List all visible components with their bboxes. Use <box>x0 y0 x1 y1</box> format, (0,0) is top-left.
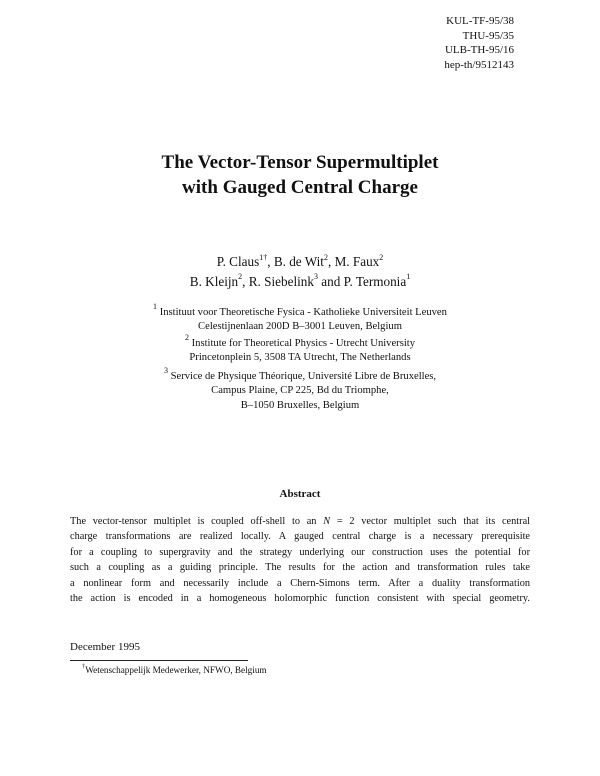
affiliation-line: Service de Physique Théorique, Université Libre de Bruxelles, <box>170 371 437 382</box>
author-name: B. Kleijn <box>189 273 239 289</box>
abstract-body <box>70 514 530 606</box>
title-line: with Gauged Central Charge <box>182 177 418 198</box>
affiliation-line: B–1050 Bruxelles, Belgium <box>240 399 360 411</box>
paper-title <box>0 150 600 200</box>
author-list <box>0 252 600 291</box>
author-name: R. Siebelink <box>248 273 314 289</box>
title-line: The Vector-Tensor Supermultiplet <box>161 152 439 173</box>
affiliation-line: Campus Plaine, CP 225, Bd du Triomphe, <box>211 385 389 397</box>
author-line <box>0 272 600 292</box>
affiliation-line: Institute for Theoretical Physics - Utrecht University <box>191 338 416 349</box>
author-name: M. Faux <box>334 254 380 269</box>
abstract-line: such a coupling as a guiding principle. The results for the action and transformation rules take <box>70 562 530 574</box>
author-mark: 1 <box>406 272 411 282</box>
author-mark: 1† <box>259 252 268 262</box>
preprint-number: KUL-TF-95/38 <box>446 15 514 27</box>
author-name: P. Claus <box>216 254 260 269</box>
author-separator: and <box>317 273 344 289</box>
author-separator: , <box>242 273 249 289</box>
publication-date: December 1995 <box>70 641 140 653</box>
author-name: B. de Wit <box>273 254 324 269</box>
footnote-mark: † <box>82 662 86 670</box>
affiliation-mark: 3 <box>163 366 168 376</box>
footnote-rule <box>70 660 248 661</box>
affiliation-1 <box>0 302 600 335</box>
author-separator: , <box>327 254 335 269</box>
affiliation-mark: 2 <box>184 333 189 343</box>
abstract-line: for a coupling to supergravity and the strategy underlying our construction uses the potential for <box>70 546 530 558</box>
affiliation-line: Celestijnenlaan 200D B–3001 Leuven, Belgium <box>198 321 402 333</box>
author-mark: 3 <box>313 272 318 282</box>
author-mark: 2 <box>238 272 243 282</box>
affiliation-line: Instituut voor Theoretische Fysica - Katholieke Universiteit Leuven <box>159 307 447 318</box>
affiliation-2 <box>0 333 600 366</box>
author-line <box>0 252 600 272</box>
preprint-number: hep-th/9512143 <box>444 58 514 71</box>
preprint-number: THU-95/35 <box>462 29 514 42</box>
affiliation-line: Princetonplein 5, 3508 TA Utrecht, The Netherlands <box>189 352 411 364</box>
affiliation-3 <box>0 366 600 413</box>
abstract-line: a nonlinear form and necessarily include a Chern-Simons term. After a duality transformation <box>70 577 530 589</box>
footnote <box>82 662 267 675</box>
abstract-line: the action is encoded in a homogeneous holomorphic function consistent with special geometry. <box>70 593 530 605</box>
author-name: P. Termonia <box>343 273 407 289</box>
abstract-line: charge transformations are realized locally. A gauged central charge is a necessary prerequisite <box>70 531 530 543</box>
author-mark: 2 <box>379 252 384 262</box>
author-separator: , <box>267 254 274 269</box>
author-mark: 2 <box>323 252 328 262</box>
abstract-heading: Abstract <box>279 488 321 500</box>
preprint-number: ULB-TH-95/16 <box>444 44 514 57</box>
affiliation-mark: 1 <box>153 302 158 312</box>
footnote-text: Wetenschappelijk Medewerker, NFWO, Belgium <box>85 665 267 675</box>
preprint-numbers <box>444 14 514 72</box>
abstract-line: The vector-tensor multiplet is coupled off-shell to an N = 2 vector multiplet such that its central <box>70 516 530 527</box>
